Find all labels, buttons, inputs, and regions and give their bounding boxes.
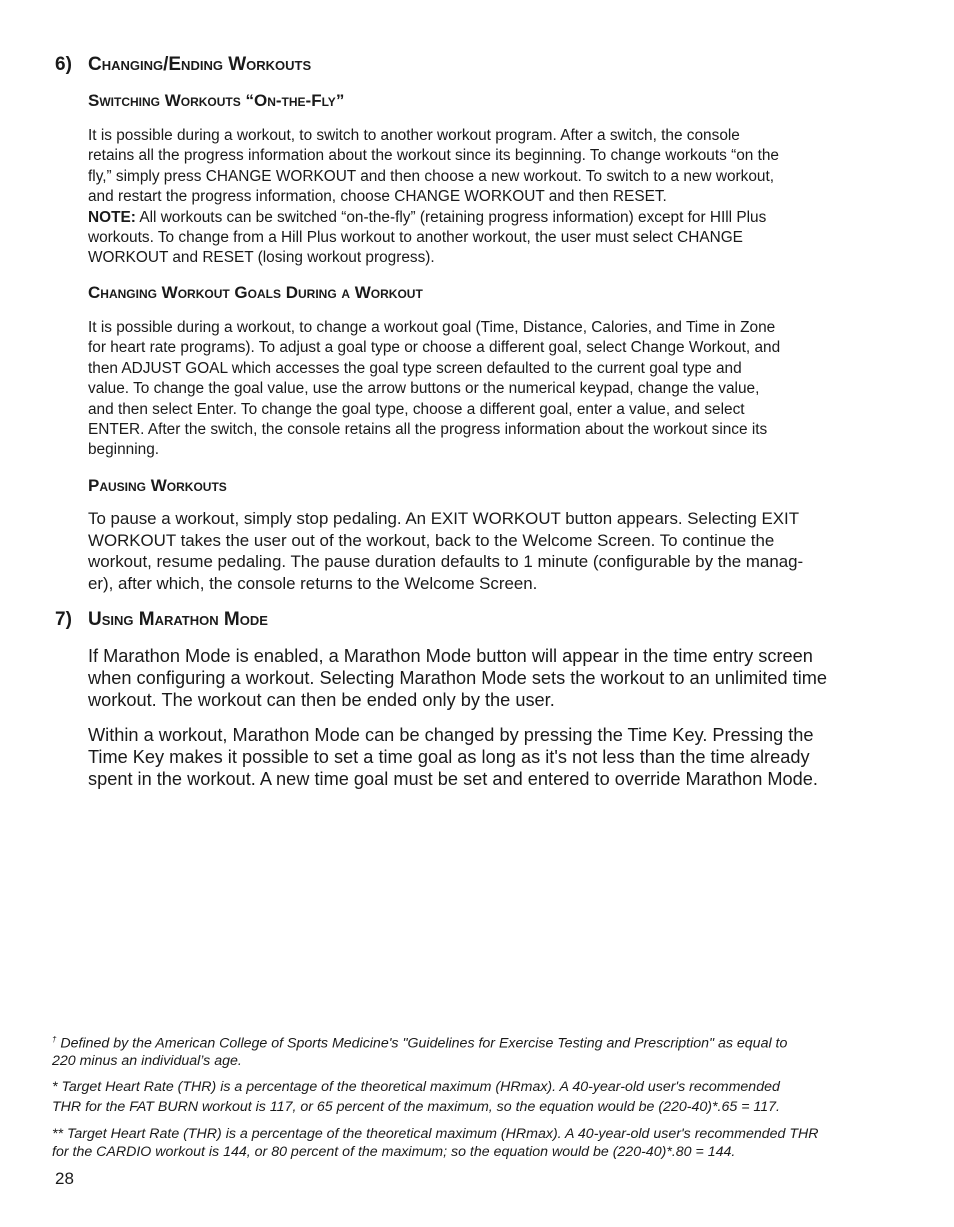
text-line: fly,” simply press CHANGE WORKOUT and then choose a new workout. To switch to a new workout, [88, 167, 774, 185]
footnote-double-star [52, 1126, 819, 1161]
section-7-heading [55, 609, 268, 631]
text-line: then ADJUST GOAL which accesses the goal type screen defaulted to the current goal type and [88, 359, 742, 377]
text-line: * Target Heart Rate (THR) is a percentage of the theoretical maximum (HRmax). A 40-year-old user's recommended [52, 1079, 780, 1095]
section-title: Changing/Ending Workouts [88, 54, 312, 75]
switching-workouts-heading: Switching Workouts “On-the-Fly” [88, 91, 345, 110]
note-label: NOTE: [88, 208, 136, 226]
text-line: for the CARDIO workout is 144, or 80 percent of the maximum; so the equation would be (220-40)*.80 = 144. [52, 1143, 736, 1160]
text-line: THR for the FAT BURN workout is 117, or 65 percent of the maximum, so the equation would be (220-40)*.65 = 117. [52, 1099, 780, 1115]
note-line [88, 208, 779, 228]
page-number: 28 [55, 1169, 74, 1188]
text-line: workouts. To change from a Hill Plus workout to another workout, the user must select CHANGE [88, 229, 743, 247]
section-number: 7) [55, 609, 72, 630]
text-line [52, 1031, 787, 1053]
text-line: retains all the progress information about the workout since its beginning. To change workouts “on the [88, 147, 779, 165]
text-line: It is possible during a workout, to switch to another workout program. After a switch, the console [88, 127, 740, 144]
switching-workouts-text [88, 126, 779, 269]
text-line: If Marathon Mode is enabled, a Marathon Mode button will appear in the time entry screen [88, 646, 813, 666]
marathon-text-2 [88, 724, 818, 790]
section-6-heading [55, 54, 311, 76]
changing-goals-text [88, 318, 780, 461]
pausing-workouts-text [88, 508, 803, 595]
text-line: for heart rate programs). To adjust a goal type or choose a different goal, select Change Workout, and [88, 339, 781, 357]
text-line: beginning. [88, 441, 160, 459]
footnote-star [52, 1077, 780, 1117]
changing-goals-heading: Changing Workout Goals During a Workout [88, 283, 423, 302]
text-line: Within a workout, Marathon Mode can be changed by pressing the Time Key. Pressing the [88, 725, 814, 745]
text-line: Defined by the American College of Sports Medicine's "Guidelines for Exercise Testing and Prescription" as equal to [56, 1035, 788, 1052]
text-line: value. To change the goal value, use the arrow buttons or the numerical keypad, change the value, [88, 380, 760, 398]
text-line: ** Target Heart Rate (THR) is a percentage of the theoretical maximum (HRmax). A 40-year-old user's recommended THR [52, 1126, 819, 1142]
text-line: er), after which, the console returns to the Welcome Screen. [88, 574, 538, 594]
text-line: when configuring a workout. Selecting Marathon Mode sets the workout to an unlimited time [88, 668, 828, 688]
marathon-text-1 [88, 645, 827, 711]
text-line: workout, resume pedaling. The pause duration defaults to 1 minute (configurable by the manag- [88, 552, 804, 572]
text-line: WORKOUT and RESET (losing workout progress). [88, 249, 435, 267]
text-line: and then select Enter. To change the goal type, choose a different goal, enter a value, and select [88, 400, 745, 418]
text-line: ENTER. After the switch, the console retains all the progress information about the workout since its [88, 421, 768, 439]
text-line: WORKOUT takes the user out of the workout, back to the Welcome Screen. To continue the [88, 530, 775, 550]
text-line: and restart the progress information, choose CHANGE WORKOUT and then RESET. [88, 188, 667, 206]
text-line: Time Key makes it possible to set a time goal as long as it's not less than the time already [88, 747, 810, 767]
dagger-mark: † [52, 1035, 57, 1044]
section-number: 6) [55, 54, 72, 75]
text-line: spent in the workout. A new time goal must be set and entered to override Marathon Mode. [88, 769, 818, 789]
text-line: workout. The workout can then be ended only by the user. [88, 690, 555, 710]
text-line: It is possible during a workout, to change a workout goal (Time, Distance, Calories, and Time in Zone [88, 319, 776, 336]
text-line: To pause a workout, simply stop pedaling. An EXIT WORKOUT button appears. Selecting EXIT [88, 509, 800, 528]
footnote-dagger [52, 1031, 787, 1071]
text-line: All workouts can be switched “on-the-fly” (retaining progress information) except for HIll Plus [135, 208, 767, 226]
text-line: 220 minus an individual’s age. [52, 1053, 242, 1070]
pausing-workouts-heading: Pausing Workouts [88, 476, 227, 495]
section-title: Using Marathon Mode [88, 609, 268, 630]
